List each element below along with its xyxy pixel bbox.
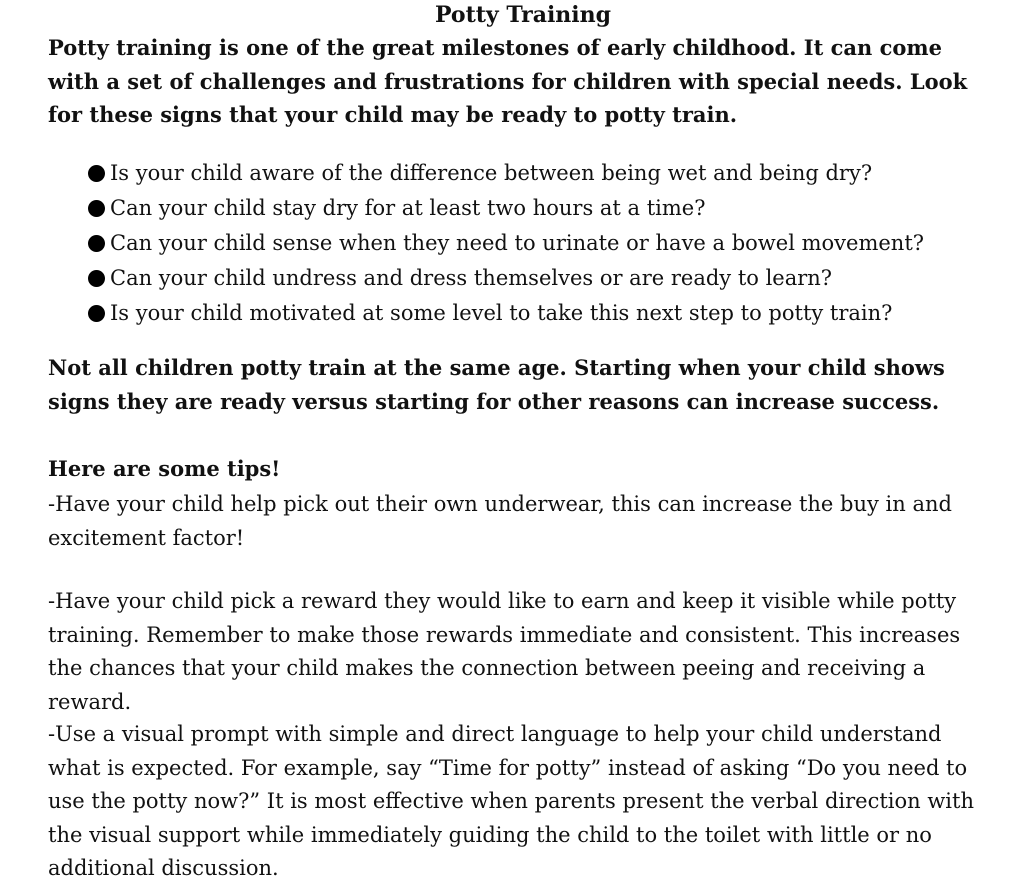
bullet-icon [88, 200, 105, 217]
bullet-icon [88, 305, 105, 322]
list-item-text: Can your child sense when they need to urinate or have a bowel movement? [110, 231, 925, 255]
bullet-icon [88, 270, 105, 287]
list-item-text: Is your child motivated at some level to take this next step to potty train? [110, 301, 893, 325]
list-item [88, 296, 988, 331]
intro-paragraph: Potty training is one of the great milestones of early childhood. It can come with a set of challenges and frustrations for children with special needs. Look for these signs that your child may be ready to potty train. [48, 35, 968, 127]
bullet-icon [88, 165, 105, 182]
bullet-icon [88, 235, 105, 252]
list-item [88, 226, 988, 261]
document-title: Potty Training [434, 2, 612, 28]
age-note-paragraph: Not all children potty train at the same age. Starting when your child shows signs they are ready versus starting for other reasons can increase success. [48, 355, 945, 414]
list-item [88, 156, 988, 191]
tip-paragraph: -Have your child pick a reward they would like to earn and keep it visible while potty training. Remember to make those rewards immediate and consistent. This increases the chances that your child makes the connection between peeing and receiving a reward. [48, 589, 961, 714]
list-item [88, 191, 988, 226]
tip-paragraph: -Have your child help pick out their own underwear, this can increase the buy in and excitement factor! [48, 492, 952, 550]
list-item-text: Can your child undress and dress themselves or are ready to learn? [110, 266, 833, 290]
tips-heading: Here are some tips! [48, 456, 281, 481]
list-item-text: Is your child aware of the difference between being wet and being dry? [110, 161, 873, 185]
readiness-signs-list [88, 156, 988, 331]
list-item [88, 261, 988, 296]
list-item-text: Can your child stay dry for at least two hours at a time? [110, 196, 706, 220]
tip-paragraph: -Use a visual prompt with simple and direct language to help your child understand what is expected. For example, say “Time for potty” instead of asking “Do you need to use the potty now?” It is most effective when parents present the verbal direction with the visual support while immediately guiding the child to the toilet with little or no additional discussion. [48, 722, 974, 880]
